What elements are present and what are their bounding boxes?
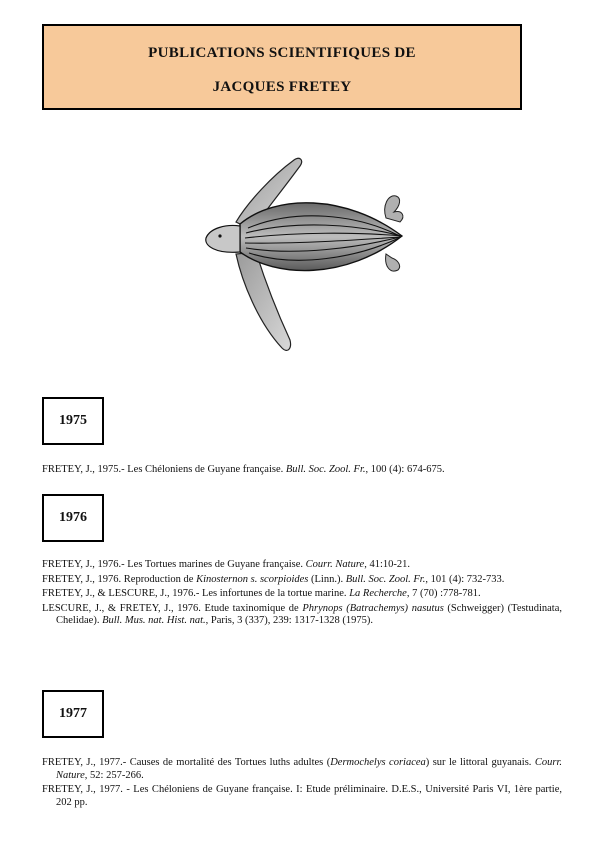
- reference-entry: [42, 464, 562, 477]
- reference-italic-segment: La Recherche: [349, 588, 407, 599]
- reference-italic-segment: Bull. Soc. Zool. Fr.: [285, 464, 366, 475]
- reference-text-segment: LESCURE, J., & FRETEY, J., 1976. Etude taxinomique de: [42, 602, 303, 614]
- reference-entry: [42, 588, 562, 601]
- title-box: [42, 24, 522, 110]
- reference-italic-segment: Courr. Nature: [56, 757, 562, 781]
- title-line-1: PUBLICATIONS SCIENTIFIQUES DE: [148, 45, 416, 61]
- reference-entry: [42, 574, 562, 587]
- reference-text-segment: FRETEY, J., 1977. - Les Chéloniens de Guyane française. I: Etude préliminaire. D.E.S., Université Paris VI, 1ère partie, 202 pp.: [42, 784, 562, 808]
- reference-italic-segment: Bull. Mus. nat. Hist. nat.: [102, 615, 206, 626]
- leatherback-turtle-drawing: [196, 154, 418, 356]
- reference-text-segment: FRETEY, J., 1976. Reproduction de: [42, 573, 197, 585]
- reference-text-segment: FRETEY, J., 1975.- Les Chéloniens de Guyane française.: [42, 464, 286, 475]
- reference-text-segment: (Schweigger) (Testudinata, Chelidae).: [56, 602, 563, 626]
- reference-text-segment: (Linn.).: [308, 573, 346, 585]
- reference-text-segment: FRETEY, J., 1976.- Les Tortues marines de Guyane française.: [42, 559, 306, 570]
- references-1976: [42, 559, 562, 630]
- reference-entry: [42, 784, 562, 809]
- reference-text-segment: , 7 (70) :778-781.: [406, 588, 481, 599]
- reference-text-segment: FRETEY, J., & LESCURE, J., 1976.- Les infortunes de la tortue marine.: [42, 588, 350, 599]
- reference-text-segment: , 52: 257-266.: [84, 769, 144, 781]
- year-box-1976: 1976: [42, 494, 104, 542]
- reference-entry: [42, 757, 562, 782]
- reference-entry: [42, 603, 562, 628]
- reference-text-segment: , Paris, 3 (337), 239: 1317-1328 (1975).: [205, 615, 374, 626]
- reference-text-segment: FRETEY, J., 1977.- Causes de mortalité des Tortues luths adultes (: [42, 757, 331, 768]
- references-1977: [42, 757, 562, 811]
- reference-entry: [42, 559, 562, 572]
- year-box-1975: 1975: [42, 397, 104, 445]
- year-box-1977: 1977: [42, 690, 104, 738]
- reference-text-segment: , 100 (4): 674-675.: [365, 464, 445, 475]
- reference-italic-segment: Kinosternon s. scorpioides: [196, 573, 309, 585]
- reference-italic-segment: Dermochelys coriacea: [330, 757, 426, 768]
- reference-text-segment: , 41:10-21.: [364, 559, 410, 570]
- references-1975: [42, 464, 562, 479]
- reference-text-segment: , 101 (4): 732-733.: [425, 573, 505, 585]
- reference-text-segment: ) sur le littoral guyanais.: [425, 757, 535, 768]
- reference-italic-segment: Phrynops (Batrachemys) nasutus: [302, 602, 444, 614]
- title-line-2: JACQUES FRETEY: [212, 79, 352, 95]
- reference-italic-segment: Bull. Soc. Zool. Fr.: [345, 573, 426, 585]
- reference-italic-segment: Courr. Nature: [305, 559, 365, 570]
